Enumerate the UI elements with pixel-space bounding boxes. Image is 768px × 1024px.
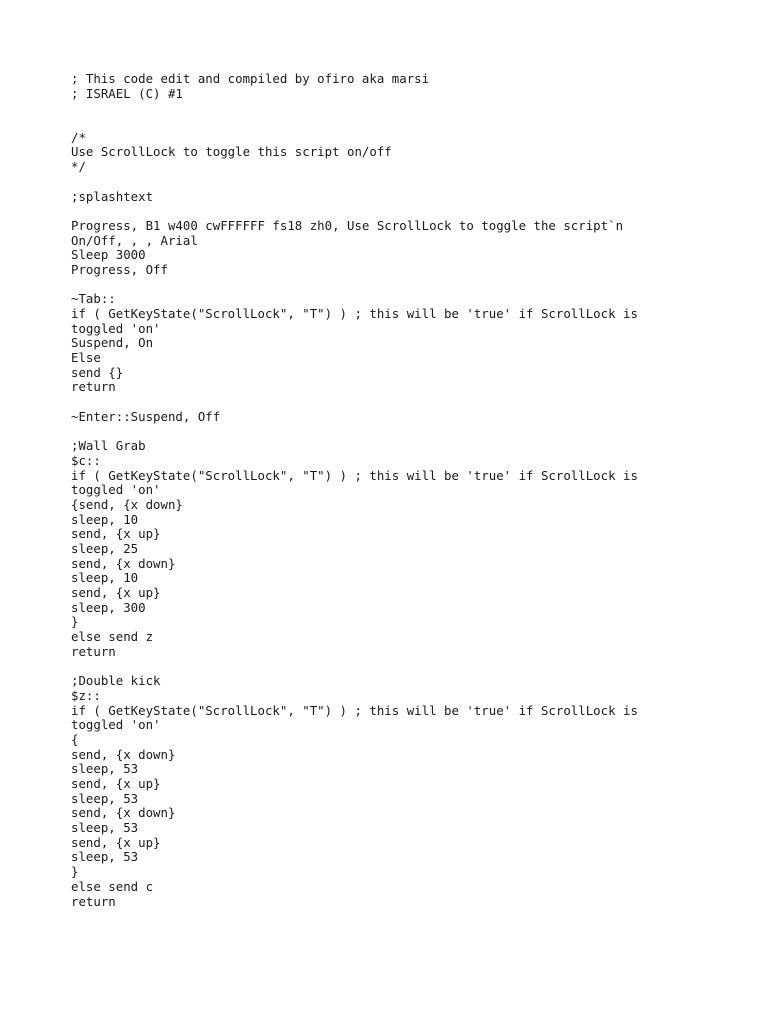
code-line: ~Enter::Suspend, Off — [71, 408, 221, 424]
code-line: toggled 'on' — [71, 320, 161, 336]
code-line: */ — [71, 159, 86, 175]
code-line: send, {x up} — [71, 526, 161, 542]
code-line: if ( GetKeyState("ScrollLock", "T") ) ; this will be 'true' if ScrollLock is — [71, 467, 638, 483]
code-line: send, {x down} — [71, 555, 176, 571]
blank-line — [71, 395, 731, 410]
code-line: sleep, 53 — [71, 761, 139, 777]
blank-line — [71, 101, 731, 116]
code-line: } — [71, 614, 79, 630]
blank-line — [71, 175, 731, 190]
blank-line — [71, 204, 731, 219]
code-line: send, {x up} — [71, 834, 161, 850]
code-line: /* — [71, 129, 86, 145]
code-line: return — [71, 893, 116, 909]
code-line: ;Wall Grab — [71, 438, 146, 454]
code-line: return — [71, 379, 116, 395]
code-line: sleep, 10 — [71, 570, 139, 586]
code-line: {send, {x down} — [71, 496, 183, 512]
code-line: sleep, 300 — [71, 599, 146, 615]
code-line: Else — [71, 350, 101, 366]
code-line: { — [71, 731, 79, 747]
code-line: if ( GetKeyState("ScrollLock", "T") ) ; this will be 'true' if ScrollLock is — [71, 702, 638, 718]
code-line: $z:: — [71, 687, 101, 703]
code-line: $c:: — [71, 452, 101, 468]
code-line: send {} — [71, 364, 124, 380]
code-line: else send c — [71, 878, 154, 894]
blank-line — [71, 660, 731, 675]
code-line: ; ISRAEL (C) #1 — [71, 85, 183, 101]
code-line: send, {x up} — [71, 776, 161, 791]
code-line: ; This code edit and compiled by ofiro aka marsi — [71, 71, 430, 86]
code-line: sleep, 10 — [71, 511, 139, 527]
code-line: Suspend, On — [71, 335, 154, 351]
code-listing — [71, 72, 731, 909]
code-line: send, {x up} — [71, 585, 161, 601]
code-line: ;splashtext — [71, 188, 154, 204]
code-line: On/Off, , , Arial — [71, 232, 198, 248]
blank-line — [71, 425, 731, 440]
code-line: } — [71, 864, 79, 880]
code-line: Use ScrollLock to toggle this script on/off — [71, 144, 392, 160]
blank-line — [71, 116, 731, 131]
code-line: return — [71, 643, 116, 659]
code-line: sleep, 53 — [71, 849, 139, 865]
code-line: send, {x down} — [71, 805, 176, 821]
blank-line — [71, 278, 731, 293]
code-line: sleep, 53 — [71, 790, 139, 806]
code-line: Sleep 3000 — [71, 247, 146, 263]
code-line: else send z — [71, 629, 154, 645]
code-line: send, {x down} — [71, 746, 176, 762]
code-line: sleep, 53 — [71, 820, 139, 836]
code-line: Progress, B1 w400 cwFFFFFF fs18 zh0, Use ScrollLock to toggle the script`n — [71, 217, 624, 233]
code-line: Progress, Off — [71, 261, 168, 277]
code-line: if ( GetKeyState("ScrollLock", "T") ) ; this will be 'true' if ScrollLock is — [71, 306, 638, 321]
code-line: toggled 'on' — [71, 482, 161, 498]
code-line: ;Double kick — [71, 673, 161, 689]
code-line: toggled 'on' — [71, 717, 161, 733]
code-line: ~Tab:: — [71, 291, 116, 307]
code-line: sleep, 25 — [71, 541, 139, 556]
